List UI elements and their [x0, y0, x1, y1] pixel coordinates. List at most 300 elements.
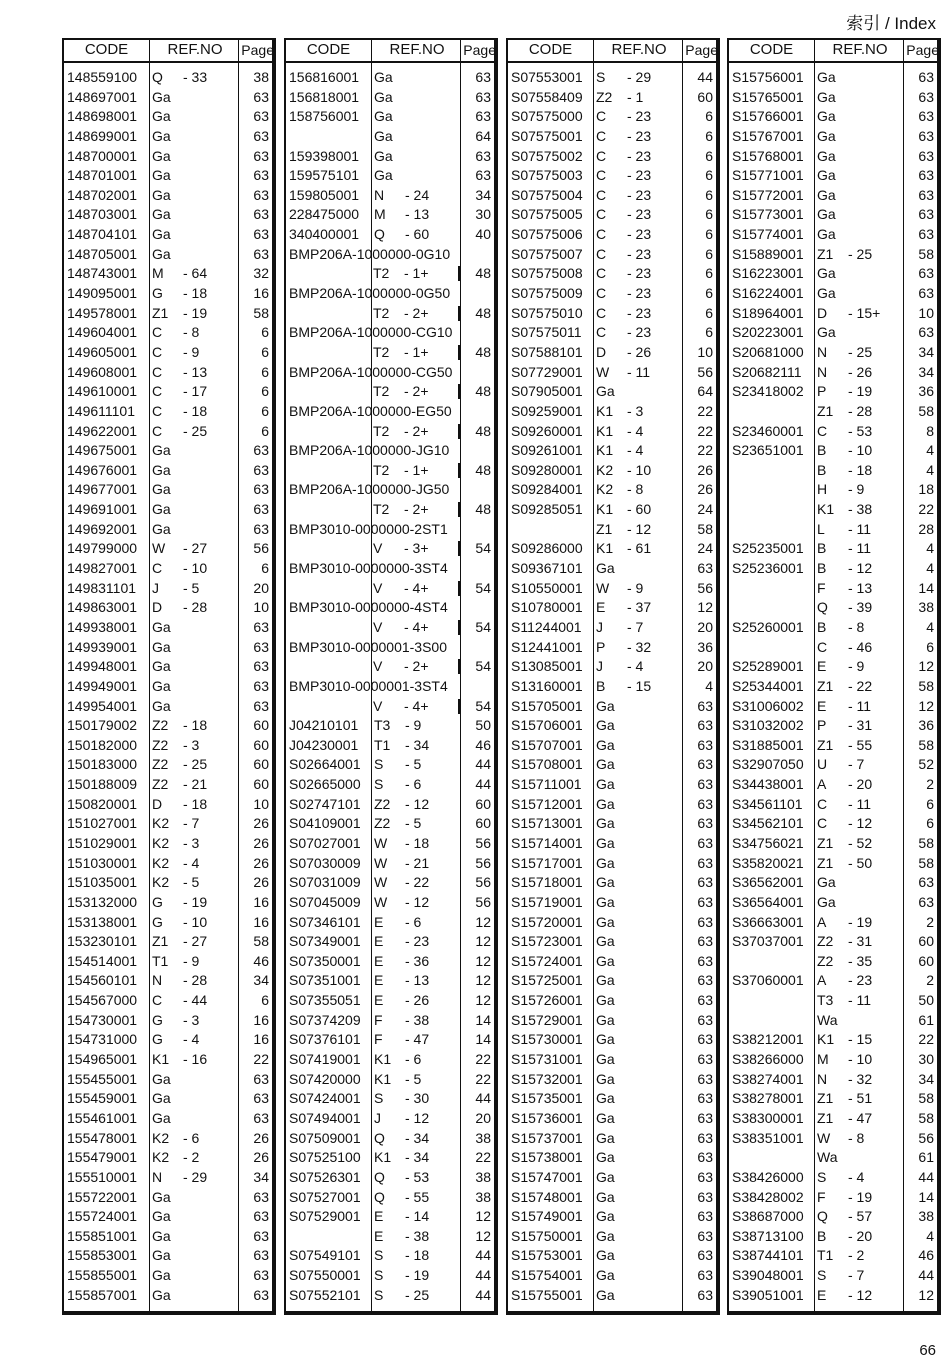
cell-page: 60	[697, 88, 713, 105]
cell-ref: Ga	[596, 1109, 615, 1126]
table-row	[64, 1168, 272, 1188]
cell-ref: E	[374, 1208, 384, 1225]
cell-ref: S	[374, 1090, 384, 1107]
cell-code: S20682111	[732, 363, 802, 380]
table-row	[508, 795, 716, 815]
table-row	[286, 559, 494, 579]
cell-code: S34756021	[732, 834, 804, 851]
continuation-bar	[458, 541, 460, 556]
cell-ref: Ga	[596, 952, 615, 969]
cell-page: 63	[253, 1188, 269, 1205]
cell-code: S04109001	[289, 815, 361, 832]
table-row	[729, 245, 937, 265]
cell-page: 22	[918, 501, 934, 518]
cell-ref: Ga	[152, 167, 171, 184]
table-row	[729, 1168, 937, 1188]
cell-page: 44	[918, 1168, 934, 1185]
cell-ref: D	[817, 304, 828, 321]
cell-code: 156816001	[289, 69, 360, 85]
cell-page: 6	[705, 108, 713, 125]
cell-page: 8	[926, 422, 934, 439]
cell-ref: Ga	[152, 1247, 171, 1264]
cell-ref: K1	[152, 1051, 170, 1068]
cell-page: 58	[918, 1090, 934, 1107]
cell-code: S07509001	[289, 1129, 361, 1146]
cell-ref: Ga	[817, 874, 836, 891]
cell-ref-number: - 10	[627, 461, 652, 478]
header-page: Page	[685, 42, 718, 58]
cell-code: S15720001	[511, 913, 583, 930]
cell-ref-number: - 23	[627, 206, 652, 223]
cell-ref-number: - 12	[848, 560, 873, 577]
cell-code: S07550001	[289, 1267, 361, 1284]
cell-ref-number: - 5	[183, 874, 200, 891]
cell-ref: Ga	[152, 638, 171, 655]
cell-page: 2	[926, 972, 934, 989]
cell-code: S31006002	[732, 697, 804, 714]
cell-page: 20	[697, 658, 713, 675]
cell-ref-number: - 44	[183, 992, 208, 1009]
table-row	[508, 422, 716, 442]
cell-code: S15726001	[511, 992, 583, 1009]
table-row	[286, 1207, 494, 1227]
table-row	[64, 264, 272, 284]
cell-page: 16	[253, 1031, 269, 1048]
cell-page: 10	[918, 304, 934, 321]
cell-code: S38278001	[732, 1090, 804, 1107]
cell-ref: M	[152, 265, 164, 282]
cell-ref: Ga	[152, 127, 171, 144]
cell-page: 63	[253, 206, 269, 223]
table-row	[508, 225, 716, 245]
cell-page: 38	[918, 599, 934, 616]
cell-code: S25289001	[732, 658, 804, 675]
cell-ref: Ga	[374, 69, 393, 85]
cell-ref: C	[817, 815, 828, 832]
cell-ref-number: - 25	[848, 343, 873, 360]
cell-ref: V	[373, 579, 383, 596]
cell-ref-number: - 11	[848, 697, 872, 714]
table-row	[286, 1168, 494, 1188]
cell-ref: Z1	[817, 402, 834, 419]
cell-code: S23418002	[732, 383, 804, 400]
cell-ref-number: - 60	[405, 226, 430, 243]
cell-ref-number: - 8	[183, 324, 200, 341]
table-row	[64, 284, 272, 304]
cell-ref: K2	[152, 1149, 170, 1166]
cell-code: S15729001	[511, 1011, 583, 1028]
cell-ref: Ga	[596, 1070, 615, 1087]
table-row	[508, 873, 716, 893]
cell-ref-number: - 28	[183, 599, 208, 616]
cell-ref: K1	[596, 442, 614, 459]
table-row	[286, 284, 494, 304]
cell-page: 58	[918, 834, 934, 851]
cell-code: S07729001	[511, 363, 583, 380]
cell-ref: E	[817, 1286, 827, 1303]
table-row	[64, 1246, 272, 1266]
table-row	[64, 971, 272, 991]
cell-code: S38426000	[732, 1168, 804, 1185]
cell-code: S07553001	[511, 69, 583, 85]
table-row	[729, 755, 937, 775]
cell-ref-number: - 18	[183, 717, 208, 734]
table-row	[729, 363, 937, 383]
header-ref-no: REF.NO	[389, 41, 445, 58]
cell-page: 63	[918, 127, 934, 144]
table-row	[64, 1070, 272, 1090]
cell-ref: C	[152, 363, 163, 380]
cell-page: 44	[475, 776, 491, 793]
cell-code: S07575010	[511, 304, 583, 321]
table-row	[286, 461, 494, 481]
cell-code: S07527001	[289, 1188, 361, 1205]
cell-page: 6	[261, 560, 269, 577]
cell-ref-number: - 5	[405, 815, 422, 832]
cell-ref-number: - 46	[848, 638, 873, 655]
cell-ref: C	[596, 324, 607, 341]
table-row	[508, 127, 716, 147]
cell-ref: S	[817, 1168, 827, 1185]
cell-code: 155857001	[67, 1286, 138, 1303]
cell-ref: K2	[152, 834, 170, 851]
cell-ref-number: - 11	[848, 992, 872, 1009]
cell-page: 26	[253, 834, 269, 851]
continuation-bar	[458, 463, 460, 478]
cell-ref-number: - 32	[848, 1070, 873, 1087]
cell-page: 64	[475, 127, 491, 144]
cell-page: 6	[705, 167, 713, 184]
cell-ref-number: - 15	[627, 677, 652, 694]
cell-code: 148704101	[67, 226, 138, 243]
table-row	[286, 225, 494, 245]
table-row	[64, 814, 272, 834]
cell-page: 26	[697, 461, 713, 478]
cell-page: 63	[697, 736, 713, 753]
cell-code: 148705001	[67, 245, 138, 262]
cell-code: S11244001	[511, 618, 582, 635]
cell-page: 56	[253, 540, 269, 557]
cell-code: 150188009	[67, 776, 138, 793]
cell-ref-number: - 16	[183, 1051, 208, 1068]
table-row	[508, 520, 716, 540]
table-row	[729, 1050, 937, 1070]
cell-ref-number: - 9	[848, 658, 865, 675]
table-row	[286, 893, 494, 913]
cell-code: S15753001	[511, 1247, 583, 1264]
cell-page: 12	[475, 933, 491, 950]
cell-code: S37037001	[732, 933, 804, 950]
cell-page: 63	[253, 501, 269, 518]
cell-ref: A	[817, 776, 827, 793]
cell-code: S25344001	[732, 677, 804, 694]
cell-page: 63	[697, 795, 713, 812]
cell-code: 155461001	[67, 1109, 138, 1126]
cell-code: 154730001	[67, 1011, 138, 1028]
cell-ref: Ga	[596, 854, 615, 871]
cell-ref-number: - 19	[848, 1188, 873, 1205]
cell-code: 151030001	[67, 854, 138, 871]
cell-page: 44	[475, 1286, 491, 1303]
cell-code: S38428002	[732, 1188, 804, 1205]
cell-ref-number: - 31	[848, 933, 873, 950]
table-row	[64, 245, 272, 265]
table-row	[508, 343, 716, 363]
cell-code: S25236001	[732, 560, 804, 577]
cell-ref: Q	[374, 226, 385, 243]
table-row	[286, 1246, 494, 1266]
table-row	[64, 147, 272, 167]
cell-page: 48	[475, 422, 491, 439]
cell-ref: Ga	[152, 88, 171, 105]
cell-page: 50	[475, 717, 491, 734]
table-row	[286, 245, 494, 265]
cell-code: 149831101	[67, 579, 137, 596]
cell-page: 12	[475, 1208, 491, 1225]
cell-code: S15736001	[511, 1109, 583, 1126]
cell-ref-number: - 23	[848, 972, 873, 989]
table-row	[64, 441, 272, 461]
continuation-bar	[458, 306, 460, 321]
cell-code: S07575003	[511, 167, 583, 184]
table-row	[64, 500, 272, 520]
cell-page: 63	[697, 834, 713, 851]
table-row	[286, 971, 494, 991]
cell-page: 22	[697, 442, 713, 459]
cell-page: 63	[253, 1227, 269, 1244]
cell-ref: T2	[373, 265, 390, 282]
cell-page: 54	[475, 697, 491, 714]
table-row	[64, 677, 272, 697]
cell-page: 44	[475, 1090, 491, 1107]
table-header	[64, 40, 272, 63]
cell-ref: A	[817, 913, 827, 930]
table-row	[64, 657, 272, 677]
table-row	[286, 1070, 494, 1090]
cell-ref: B	[817, 560, 827, 577]
table-row	[508, 441, 716, 461]
cell-page: 22	[697, 402, 713, 419]
table-row	[729, 186, 937, 206]
cell-ref: V	[373, 540, 383, 557]
cell-page: 63	[253, 461, 269, 478]
cell-page: 16	[253, 913, 269, 930]
cell-ref: U	[817, 756, 828, 773]
cell-ref-number: - 12	[627, 520, 652, 537]
table-row	[508, 88, 716, 108]
cell-page: 63	[253, 1070, 269, 1087]
cell-ref-number: - 10	[183, 560, 208, 577]
table-row	[286, 205, 494, 225]
cell-code: 149677001	[67, 481, 138, 498]
table-row	[729, 343, 937, 363]
cell-code: S15713001	[511, 815, 583, 832]
cell-ref: Ga	[596, 913, 615, 930]
cell-page: 4	[926, 540, 934, 557]
cell-page: 24	[697, 540, 713, 557]
cell-page: 30	[918, 1051, 934, 1068]
table-row	[286, 402, 494, 422]
cell-ref: Ga	[817, 324, 836, 341]
cell-ref-number: - 3	[183, 834, 200, 851]
cell-ref: F	[374, 1031, 383, 1048]
cell-ref-number: - 20	[848, 776, 873, 793]
table-row	[729, 1246, 937, 1266]
table-row	[508, 1030, 716, 1050]
cell-page: 63	[918, 893, 934, 910]
cell-ref: F	[817, 1188, 826, 1205]
cell-ref: Ga	[596, 1227, 615, 1244]
cell-ref: T2	[373, 461, 390, 478]
cell-ref-number: - 4	[627, 658, 644, 675]
cell-page: 58	[918, 402, 934, 419]
cell-code: S15772001	[732, 186, 804, 203]
cell-page: 63	[697, 1286, 713, 1303]
table-row	[286, 1266, 494, 1286]
header-page: Page	[463, 42, 496, 58]
cell-code: S15711001	[511, 776, 582, 793]
table-row	[729, 461, 937, 481]
table-row	[508, 186, 716, 206]
cell-ref: E	[817, 697, 827, 714]
cell-code: 149608001	[67, 363, 138, 380]
cell-code: 148697001	[67, 88, 138, 105]
cell-code: 149622001	[67, 422, 138, 439]
table-row	[286, 736, 494, 756]
cell-ref: Ga	[596, 1286, 615, 1303]
cell-page: 48	[475, 304, 491, 321]
cell-page: 6	[261, 422, 269, 439]
cell-ref: N	[152, 972, 163, 989]
cell-page: 63	[697, 893, 713, 910]
table-row	[508, 1188, 716, 1208]
table-row	[64, 1207, 272, 1227]
cell-code: S07419001	[289, 1051, 361, 1068]
cell-code: S07552101	[289, 1286, 361, 1303]
table-row	[286, 107, 494, 127]
cell-page: 63	[253, 186, 269, 203]
cell-ref: L	[817, 520, 825, 537]
cell-code: S38212001	[732, 1031, 804, 1048]
cell-code: 149611101	[67, 402, 135, 419]
cell-page: 63	[253, 1247, 269, 1264]
cell-page: 63	[918, 324, 934, 341]
table-row	[64, 323, 272, 343]
cell-ref: S	[596, 69, 606, 85]
cell-page: 28	[918, 520, 934, 537]
cell-page: 2	[926, 913, 934, 930]
cell-ref-number: - 1+	[404, 343, 429, 360]
cell-code: S15765001	[732, 88, 804, 105]
cell-page: 38	[253, 69, 269, 85]
cell-ref-number: - 23	[627, 167, 652, 184]
cell-page: 63	[697, 1129, 713, 1146]
cell-page: 63	[697, 854, 713, 871]
cell-code: 154560101	[67, 972, 138, 989]
cell-code: 149095001	[67, 285, 138, 302]
cell-ref: Ga	[152, 618, 171, 635]
cell-page: 54	[475, 540, 491, 557]
cell-ref-number: - 30	[405, 1090, 430, 1107]
cell-ref-number: - 4+	[404, 618, 429, 635]
header-code: CODE	[84, 41, 129, 58]
cell-ref: W	[374, 893, 388, 910]
cell-code: S07027001	[289, 834, 361, 851]
cell-page: 63	[697, 1070, 713, 1087]
cell-ref: E	[374, 972, 384, 989]
cell-code: 159575101	[289, 167, 360, 184]
cell-code: 154965001	[67, 1051, 138, 1068]
cell-page: 63	[475, 167, 491, 184]
table-row	[286, 422, 494, 442]
cell-code: S15735001	[511, 1090, 583, 1107]
cell-ref: Ga	[596, 1051, 615, 1068]
cell-code: 149939001	[67, 638, 138, 655]
table-row	[729, 166, 937, 186]
cell-ref: N	[817, 1070, 828, 1087]
cell-code: 150179002	[67, 717, 138, 734]
cell-ref: T3	[374, 717, 391, 734]
cell-ref-number: - 36	[405, 952, 430, 969]
table-row	[286, 186, 494, 206]
cell-code: 155455001	[67, 1070, 138, 1087]
table-row	[64, 1148, 272, 1168]
cell-page: 60	[918, 933, 934, 950]
table-row	[729, 1227, 937, 1247]
table-row	[508, 1148, 716, 1168]
cell-code: S07575009	[511, 285, 583, 302]
cell-code: S20223001	[732, 324, 804, 341]
cell-code: S07420000	[289, 1070, 361, 1087]
cell-ref-number: - 50	[848, 854, 873, 871]
cell-ref: Ga	[152, 1208, 171, 1225]
cell-page: 16	[253, 893, 269, 910]
cell-page: 44	[475, 1267, 491, 1284]
cell-ref: K2	[152, 854, 170, 871]
table-row	[729, 795, 937, 815]
table-row	[64, 1286, 272, 1306]
cell-page: 6	[261, 992, 269, 1009]
table-row	[729, 500, 937, 520]
cell-page: 63	[697, 560, 713, 577]
cell-ref: Ga	[596, 972, 615, 989]
cell-page: 4	[926, 461, 934, 478]
table-row	[64, 618, 272, 638]
header-page: Page	[241, 42, 274, 58]
cell-code: 149605001	[67, 343, 138, 360]
cell-page: 63	[253, 127, 269, 144]
table-row	[508, 971, 716, 991]
table-row	[286, 579, 494, 599]
cell-ref: C	[152, 560, 163, 577]
cell-code: S15706001	[511, 717, 583, 734]
cell-code: S34561101	[732, 795, 803, 812]
cell-ref: Z1	[817, 834, 834, 851]
table-row	[508, 932, 716, 952]
cell-ref-number: - 23	[627, 265, 652, 282]
table-row	[64, 1030, 272, 1050]
cell-code: S38713100	[732, 1227, 804, 1244]
table-row	[729, 68, 937, 88]
cell-ref-number: - 10	[848, 442, 873, 459]
table-body	[508, 68, 716, 1305]
cell-page: 34	[918, 1070, 934, 1087]
cell-ref: V	[373, 658, 383, 675]
cell-code: 150820001	[67, 795, 138, 812]
cell-page: 30	[475, 206, 491, 223]
cell-ref-number: - 2+	[404, 658, 429, 675]
table-row	[286, 1129, 494, 1149]
